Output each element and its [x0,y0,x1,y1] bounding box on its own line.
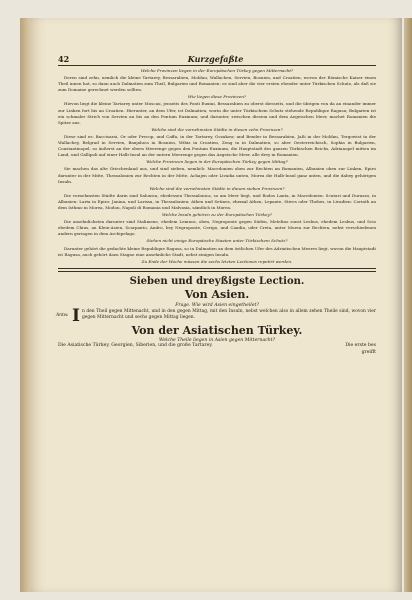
continent-title: Von Asien. [184,287,250,301]
paragraph: Diese sind es: Baccisarai, Or oder Precop, und Caffa, in der Tartarey, Oczakow, und Bender in Bessarabien, Jaßi in der Moldau, Tergowist in der Wallachey, Belgrad in Servien, Banjaluca in Bosnien, Wihiz in Croatien, Zeng in in Dalmatien, so aber Oesterreichisch, Sophia in Bulgarien, Constantinopel, so äußerst an der obern Meerenge gegen den Pontum Euxinum, die Hauptstadt des ganzen Türkischen Reichs, Adrianopel mitten im Land, und Gallipoli auf einer Halb-Insul an der untern Meerenge gegen das Aegeische Meer, alle drey in Romanien. [58,133,376,158]
paragraph: Deren sind zehn, nemlich die kleine Tartarey, Bessarabien, Moldau, Wallachen, Servien, Bosnien, und Croatien, wovon der Römische Kaiser einen Theil innen hat, so dann auch Dalmatien zum Theil, Bulgarien und Romanien: es sind aber die vier ersten ehender unter Türkischen Schutz, als daß sie zum Domaine gerechnet werden sollten. [58,75,376,93]
page-content [58,54,376,355]
paragraph: Die vornehmsten Städte darin sind Salonica, ehedessen Thessalonica, so am Meer liegt, und Rodos Lanta, in Macedonien: Scutari und Durazzo, in Albanien: Larta in Epiro: Janina, und Larissa, in Thessalonien: Athen und Setines, ehemal Athen, Lepante, Stives oder Thebes, in Livadien: Corinth an dem Isthmo in Morea, Modon, Napoli di Romania und Malvasia, sämtlich in Morea. [58,192,376,210]
question: Stehen nicht einige Europäische Staaten unter Türkischem Schutz? [146,238,288,244]
turkey-answer: Die Asiatische Türkey, Georgien, Siberien, und die große Tartarey. [58,343,213,349]
question: Wie liegen diese Provinzen? [187,94,247,100]
double-rule [58,268,376,272]
question: Welche sind die vornehmsten Städte in diesen zehn Provinzen? [151,126,283,132]
question: Welche Provinzen liegen in der Europäischen Türkey gegen Mittag? [146,159,288,165]
frage-line [58,303,376,308]
lection-title: Sieben und dreyßigste Lection. [129,275,305,287]
page-edge [20,18,30,592]
answer-text: n den Theil gegen Mittenacht, und in den gegen Mittag, mit den Insuln, nebst welchen also in allem zehen Theile sind, wovon vier gegen Mitternacht und sechs gegen Mittag liegen. [81,308,376,321]
antw-label: Antw. [56,312,69,318]
turkey-answer-end: Die erste bes [345,343,376,349]
question: Welche Insuln gehören zu der Europäischen Türkey? [162,212,272,218]
frage-text: Wie wird Asien eingetheilet? [191,302,259,308]
turkey-answer-line [58,343,376,349]
page-number: 42 [58,54,70,64]
question: Welche sind die vornehmsten Städte in diesen sieben Provinzen? [149,185,285,191]
drop-cap: I [72,305,80,326]
paragraph: Darunter gehört die gedachte kleine Republique Ragusa, so in Dalmatien an dem östlichen Ufer des Adriatischen Meeres liegt, wovon die Hauptstadt ist Ragusa, auch gehört dazu Stagno eine ansehnliche Stadt, nebst einigen Insuln. [58,245,376,257]
frage-label: Frage. [175,302,191,308]
text-body [58,68,376,265]
running-title: Kurzgefaßte [187,54,244,64]
turkey-title: Von der Asiatischen Türkey. [131,324,303,338]
paragraph: Sie machen das alte Griechenland aus, und sind sieben, nemlich: Macedonien oben zur Rechten an Romanien, Albanien oben zur Linken, Epiro darunter in der Mitte, Thessalonien zur Rechten in der Mitte, Achajen oder Livadia unten, Morea die Halb-Insul ganz unten, und die dabey gehörigen Insuln. [58,166,376,184]
page-gutter-shadow [404,18,412,592]
paragraph: Die ansehnlichsten darunter sind Stalimene, ehedem Lemnos, oben, Negroponte gegen Süden, Metelino sonst Lesbus, ehedem Lesbus, und Scio ehedem Chius, an Klein-Asien, Scarpanto, Andro, bey Negroponte, Cerigo, und Candia, oder Creta, unter Morea zur Rechten, nebst verschiedenen andern geringen in dem Archipelago. [58,219,376,237]
repeat-note: Zu Ende der Woche müssen die sechs letzten Lectiones repetirt werden. [141,258,293,264]
book [20,18,402,592]
running-header [58,54,376,66]
question: Welche Provinzen liegen in der Europäischen Türkey gegen Mitternacht? [140,68,294,73]
turkey-question: Welche Theile liegen in Asien gegen Mitternacht? [158,338,276,344]
paragraph: Hievon liegt die kleine Tartarey unter Moscau, jenseits des Ponti Euxini, Bessarabien zu oberst diesseits, und die übrigen von da an einander immer zur Linken fort bis an Croatien. Hierunter, an dem Ufer, ist Dalmatien, worin die unter Türkischem Schutz stehende Republique Ragusa; Bulgarien ist ein schmaler Strich von Servien an bis an den Pontum Euxinum; und darunter, zwischen diesem und dem Aegeischen Meer, machet Romanien die Spitze aus. [58,101,376,125]
catchword: greifft [361,349,376,355]
book-page [30,18,402,592]
